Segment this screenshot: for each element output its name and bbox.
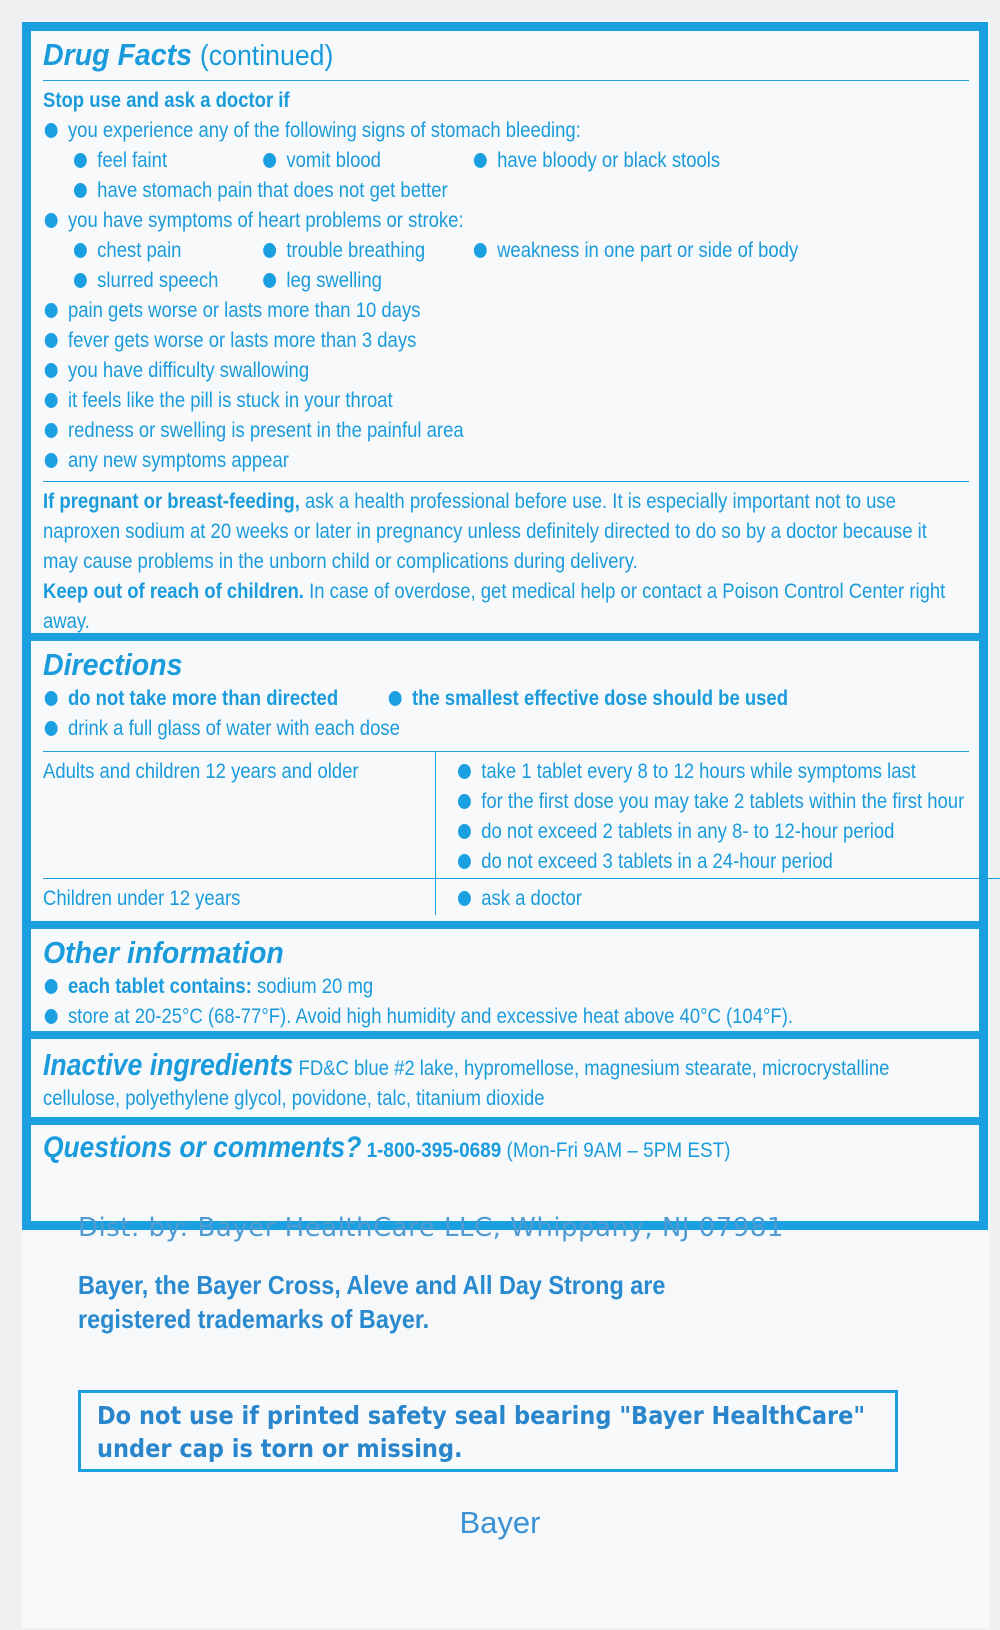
bullet-icon (74, 243, 87, 258)
list-item: do not exceed 2 tablets in any 8- to 12-hour period (458, 816, 964, 846)
bullet-icon (45, 123, 58, 138)
list-item: have stomach pain that does not get better (43, 175, 839, 205)
bullet-icon (263, 153, 276, 168)
bullet-icon (263, 243, 276, 258)
drug-facts-title: Drug Facts (continued) (43, 37, 334, 72)
bullet-icon (45, 213, 58, 228)
list-item: each tablet contains: sodium 20 mg (43, 971, 839, 1001)
bullet-icon (458, 824, 471, 839)
list-item: fever gets worse or lasts more than 3 days (43, 325, 839, 355)
table-cell (435, 879, 1000, 915)
bullet-icon (45, 333, 58, 348)
dosage-table (43, 751, 969, 915)
bullet-icon (389, 691, 402, 706)
bullet-icon (45, 453, 58, 468)
divider (43, 481, 969, 482)
safety-seal-warning (78, 1390, 898, 1472)
section-divider (31, 1117, 979, 1125)
list-item: any new symptoms appear (43, 445, 839, 475)
table-cell (43, 879, 435, 915)
seal-warning-text: Do not use if printed safety seal bearing "Bayer HealthCare" under cap is torn or missing. (97, 1401, 866, 1463)
list-item: for the first dose you may take 2 tablets within the first hour (458, 786, 964, 816)
table-cell (43, 752, 435, 878)
keep-out-warning: Keep out of reach of children. In case of overdose, get medical help or contact a Poison Control Center right away. (43, 579, 946, 633)
bullet-icon (458, 891, 471, 906)
bullet-icon (74, 183, 87, 198)
bullet-icon (458, 794, 471, 809)
bullet-icon (74, 153, 87, 168)
bullet-icon (45, 363, 58, 378)
bullet-icon (74, 273, 87, 288)
section-divider (31, 921, 979, 929)
list-item: you have difficulty swallowing (43, 355, 839, 385)
list-item: feel faint vomit blood have bloody or black stools (43, 145, 839, 175)
bullet-icon (458, 764, 471, 779)
list-item: it feels like the pill is stuck in your throat (43, 385, 839, 415)
list-item: pain gets worse or lasts more than 10 days (43, 295, 839, 325)
list-item: take 1 tablet every 8 to 12 hours while symptoms last (458, 756, 964, 786)
list-item: you experience any of the following signs of stomach bleeding: (43, 115, 839, 145)
brand-logo: Bayer (459, 1505, 541, 1540)
directions-title: Directions (43, 647, 183, 682)
bullet-icon (263, 273, 276, 288)
age-group: Children under 12 years (43, 886, 241, 910)
pregnancy-warning: If pregnant or breast-feeding, ask a health professional before use. It is especially important not to use naproxen sodium at 20 weeks or later in pregnancy unless definitely directed to do so by a doctor because it may cause problems in the unborn child or complications during delivery. (43, 489, 927, 573)
stop-use-heading: Stop use and ask a doctor if (43, 88, 290, 112)
bullet-icon (45, 1009, 58, 1024)
other-info-title: Other information (43, 935, 284, 970)
questions-line: Questions or comments? 1-800-395-0689 (Mon-Fri 9AM – 5PM EST) (43, 1131, 731, 1164)
warnings-section (31, 31, 979, 642)
list-item: do not exceed 3 tablets in a 24-hour period (458, 846, 964, 876)
list-item: chest pain trouble breathing weakness in one part or side of body (43, 235, 839, 265)
list-item: redness or swelling is present in the painful area (43, 415, 839, 445)
list-item: store at 20-25°C (68-77°F). Avoid high humidity and excessive heat above 40°C (104°F). (43, 1001, 839, 1031)
age-group: Adults and children 12 years and older (43, 759, 359, 783)
list-item: ask a doctor (458, 883, 964, 913)
section-divider (31, 633, 979, 641)
divider (43, 80, 969, 81)
phone-number[interactable]: 1-800-395-0689 (366, 1138, 502, 1162)
table-cell (435, 752, 1000, 878)
bullet-icon (45, 303, 58, 318)
inactive-ingredients: Inactive ingredients FD&C blue #2 lake, hypromellose, magnesium stearate, microcrystalline cellulose, polyethylene glycol, povidone, talc, titanium dioxide (43, 1047, 890, 1110)
list-item: do not take more than directed the smallest effective dose should be used (43, 683, 839, 713)
bullet-icon (45, 691, 58, 706)
distributor-text: Dist. by: Bayer HealthCare LLC, Whippany, NJ 07981 (78, 1213, 784, 1243)
drug-facts-panel (22, 22, 988, 1230)
section-divider (31, 1031, 979, 1039)
questions-section (31, 1127, 979, 1171)
list-item: drink a full glass of water with each dose (43, 713, 839, 743)
bullet-icon (45, 979, 58, 994)
trademark-text: Bayer, the Bayer Cross, Aleve and All Day Strong are registered trademarks of Bayer. (78, 1270, 666, 1334)
bullet-icon (474, 243, 487, 258)
list-item: you have symptoms of heart problems or stroke: (43, 205, 839, 235)
list-item: slurred speech leg swelling (43, 265, 839, 295)
bullet-icon (474, 153, 487, 168)
inactive-section (31, 1041, 979, 1119)
other-info-section (31, 929, 979, 1037)
bullet-icon (45, 423, 58, 438)
directions-section (31, 641, 979, 921)
bullet-icon (45, 721, 58, 736)
bullet-icon (45, 393, 58, 408)
bullet-icon (458, 854, 471, 869)
